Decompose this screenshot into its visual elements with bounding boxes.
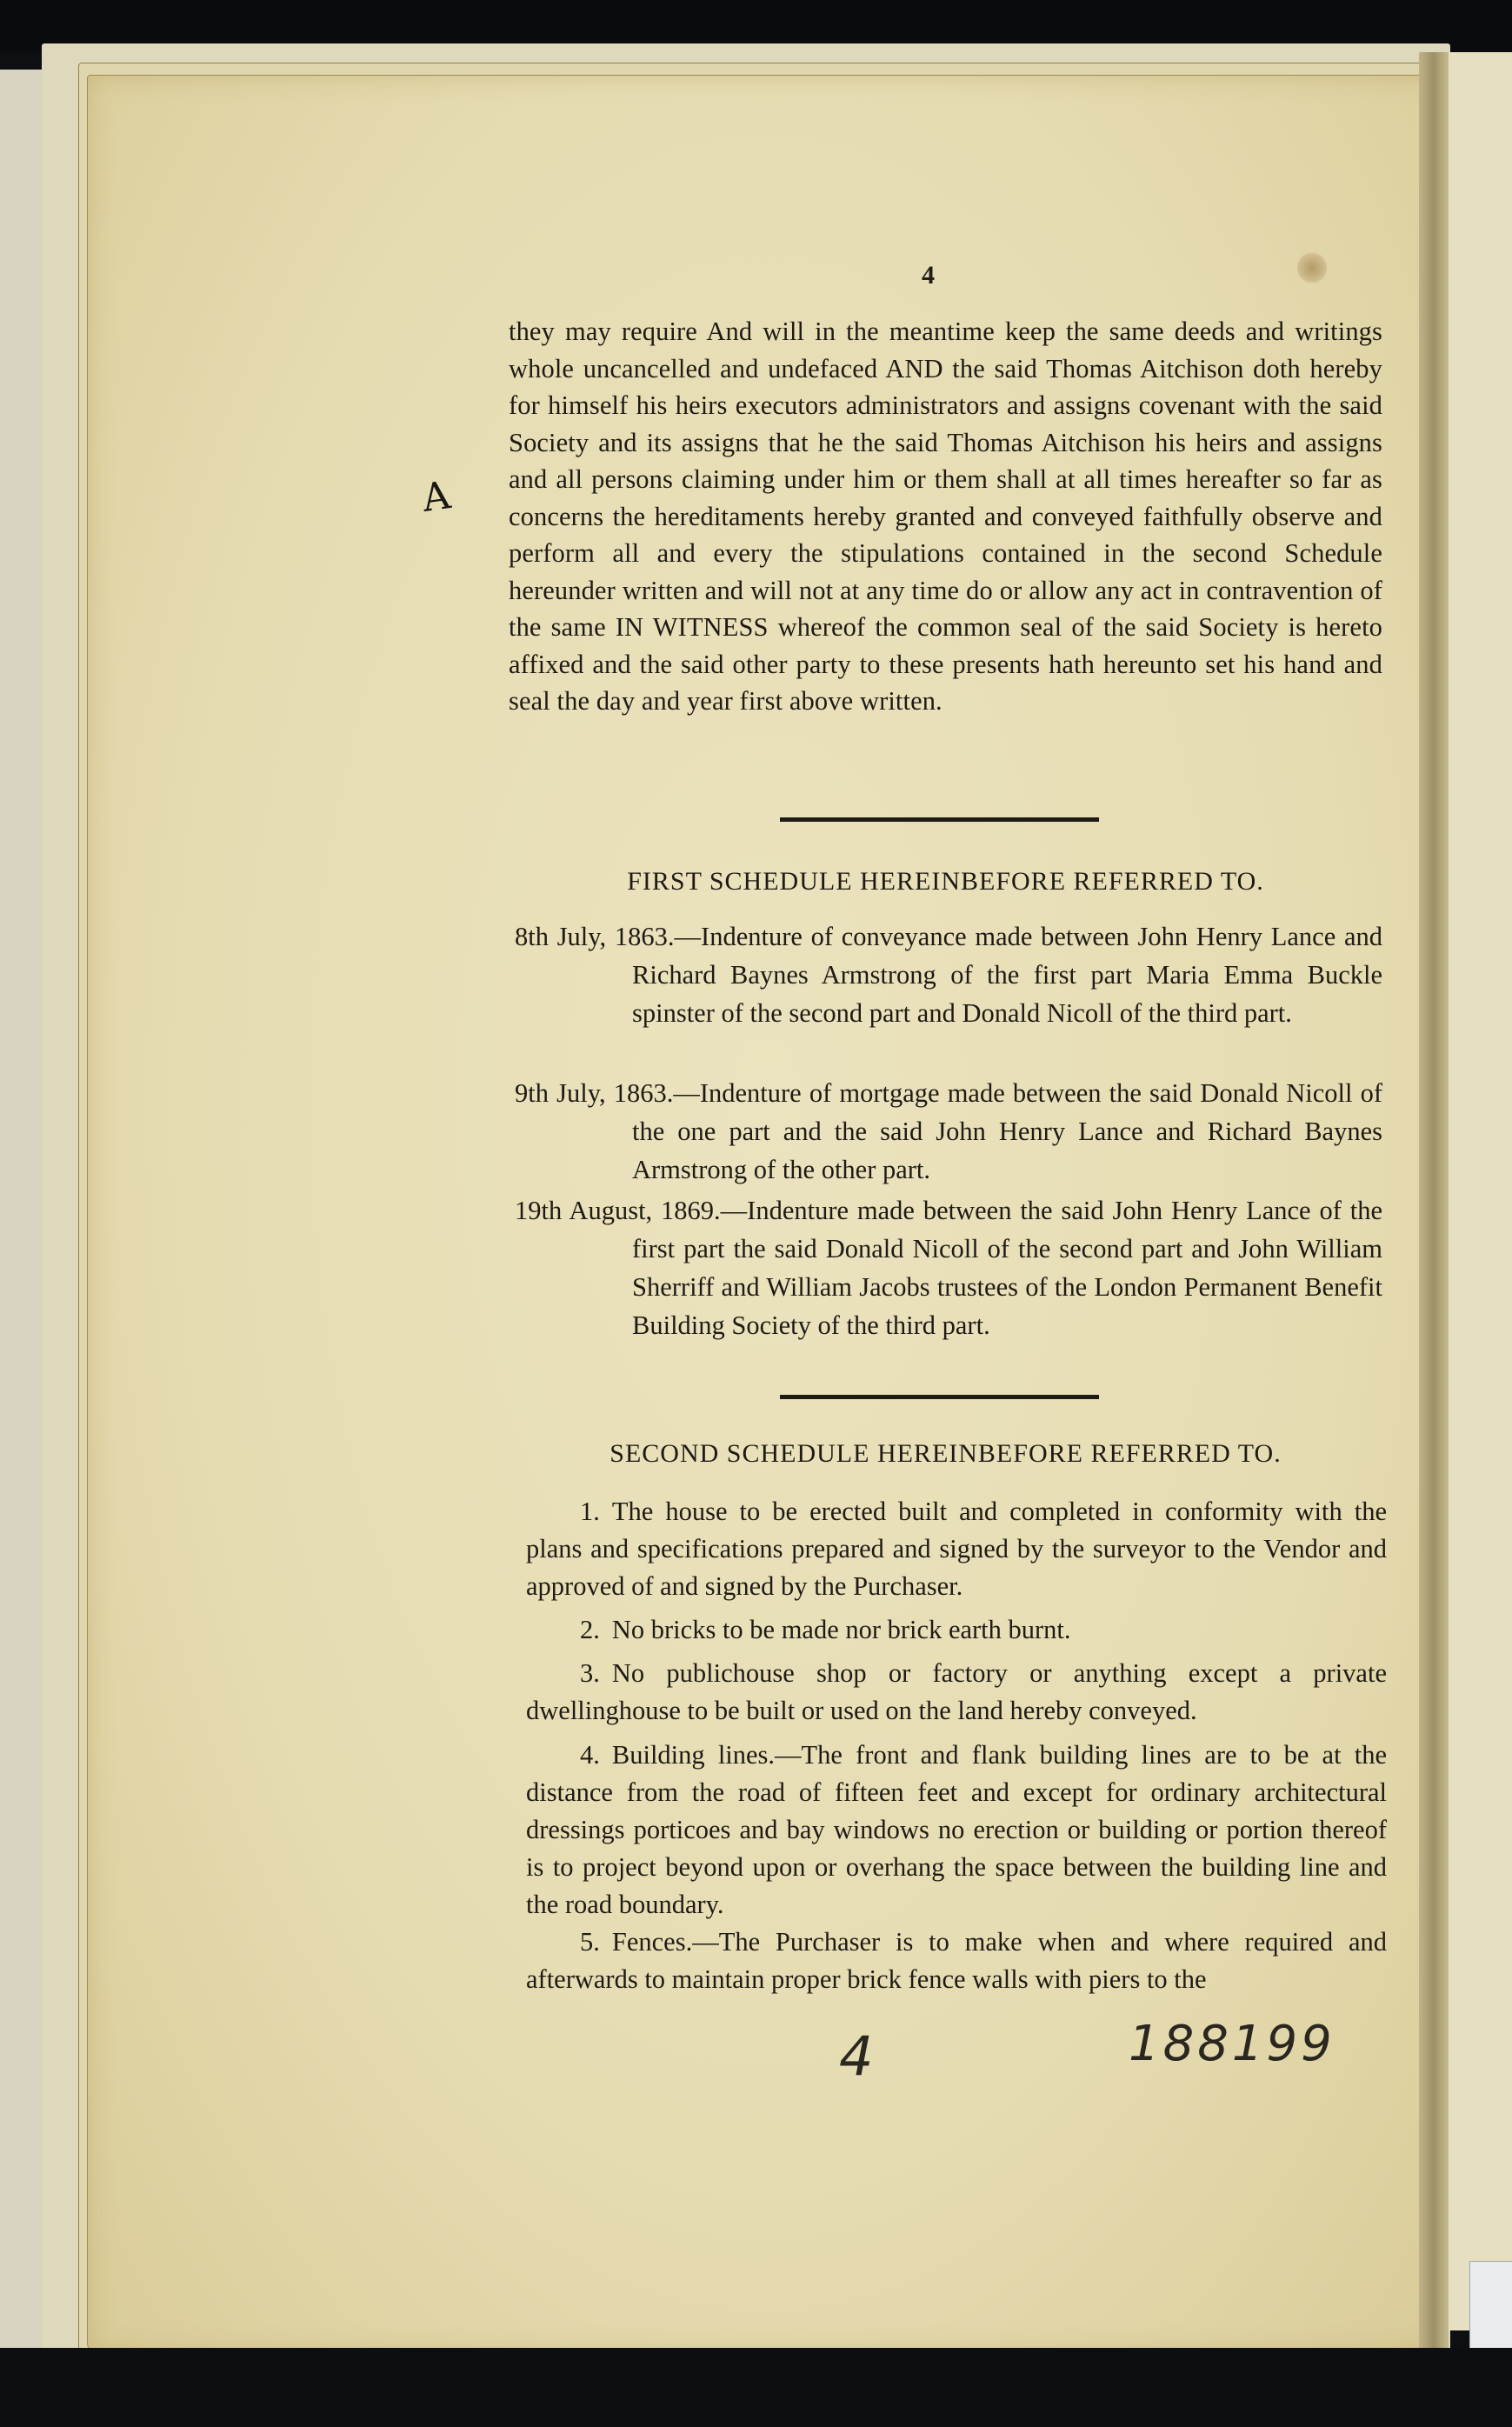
binding-bottom xyxy=(0,2348,1512,2427)
wax-seal-stain xyxy=(1297,250,1327,285)
entry-text: —Indenture of conveyance made between John Henry Lance and Richard Baynes Armstrong of the first part Maria Emma Buckle spinster of the second part and Donald Nicoll of the third part. xyxy=(632,922,1382,1028)
right-facing-page-edge xyxy=(1449,52,1512,2330)
entry-date: 9th July, 1863. xyxy=(515,1078,674,1108)
entry-date: 19th August, 1869. xyxy=(515,1196,721,1225)
first-schedule-heading: FIRST SCHEDULE HEREINBEFORE REFERRED TO. xyxy=(627,867,1264,896)
item-number: 5. xyxy=(580,1927,600,1957)
covenant-item xyxy=(526,1737,1387,1924)
item-text: No bricks to be made nor brick earth burnt. xyxy=(611,1615,1071,1644)
page-gutter xyxy=(1419,52,1449,2365)
item-text: The house to be erected built and completed in conformity with the plans and specifications prepared and signed by the surveyor to the Vendor and approved of and signed by the Purchaser. xyxy=(526,1497,1387,1601)
item-number: 2. xyxy=(580,1615,600,1644)
item-text: Building lines.—The front and flank building lines are to be at the distance from the road of fifteen feet and except for ordinary architectural dressings porticoes and bay windows no erection or building or portion thereof is to project beyond upon or overhang the space between the building line and the road boundary. xyxy=(526,1740,1387,1919)
item-text: No publichouse shop or factory or anything except a private dwellinghouse to be built or used on the land hereby conveyed. xyxy=(526,1658,1387,1725)
schedule-entry xyxy=(515,917,1382,1032)
margin-annotation: A xyxy=(419,473,454,521)
handwritten-reference-number: 188199 xyxy=(1129,2016,1335,2072)
item-text: Fences.—The Purchaser is to make when and where required and afterwards to maintain proper brick fence walls with piers to the xyxy=(526,1927,1387,1994)
covenant-item xyxy=(526,1655,1387,1730)
item-number: 4. xyxy=(580,1740,600,1770)
item-number: 3. xyxy=(580,1658,600,1688)
second-schedule-heading: SECOND SCHEDULE HEREINBEFORE REFERRED TO. xyxy=(609,1439,1282,1468)
schedule-entry xyxy=(515,1191,1382,1344)
section-divider xyxy=(780,817,1099,822)
entry-text: —Indenture of mortgage made between the said Donald Nicoll of the one part and the said John Henry Lance and Richard Baynes Armstrong of the other part. xyxy=(632,1078,1382,1184)
covenant-item xyxy=(526,1493,1387,1605)
section-divider xyxy=(780,1395,1099,1399)
entry-date: 8th July, 1863. xyxy=(515,922,675,951)
covenant-item xyxy=(526,1611,1387,1649)
covenant-item xyxy=(526,1924,1387,1998)
entry-text: —Indenture made between the said John Henry Lance of the first part the said Donald Nicoll of the second part and John William Sherriff and William Jacobs trustees of the London Permanent Benefit Building Society of the third part. xyxy=(632,1196,1382,1340)
printed-page-number: 4 xyxy=(922,261,935,290)
handwritten-page-number: 4 xyxy=(839,2024,874,2088)
schedule-entry xyxy=(515,1074,1382,1189)
item-number: 1. xyxy=(580,1497,600,1526)
opening-paragraph: they may require And will in the meantime keep the same deeds and writings whole uncancelled and undefaced AND the said Thomas Aitchison doth hereby for himself his heirs executors administrators and assigns covenant with the said Society and its assigns that he the said Thomas Aitchison his heirs and assigns and all persons claiming under him or them shall at all times hereafter so far as concerns the hereditaments hereby granted and conveyed faithfully observe and perform all and every the stipulations contained in the second Schedule hereunder written and will not at any time do or allow any act in contravention of the same IN WITNESS whereof the common seal of the said Society is hereto affixed and the said other party to these presents hath hereunto set his hand and seal the day and year first above written. xyxy=(509,317,1382,716)
